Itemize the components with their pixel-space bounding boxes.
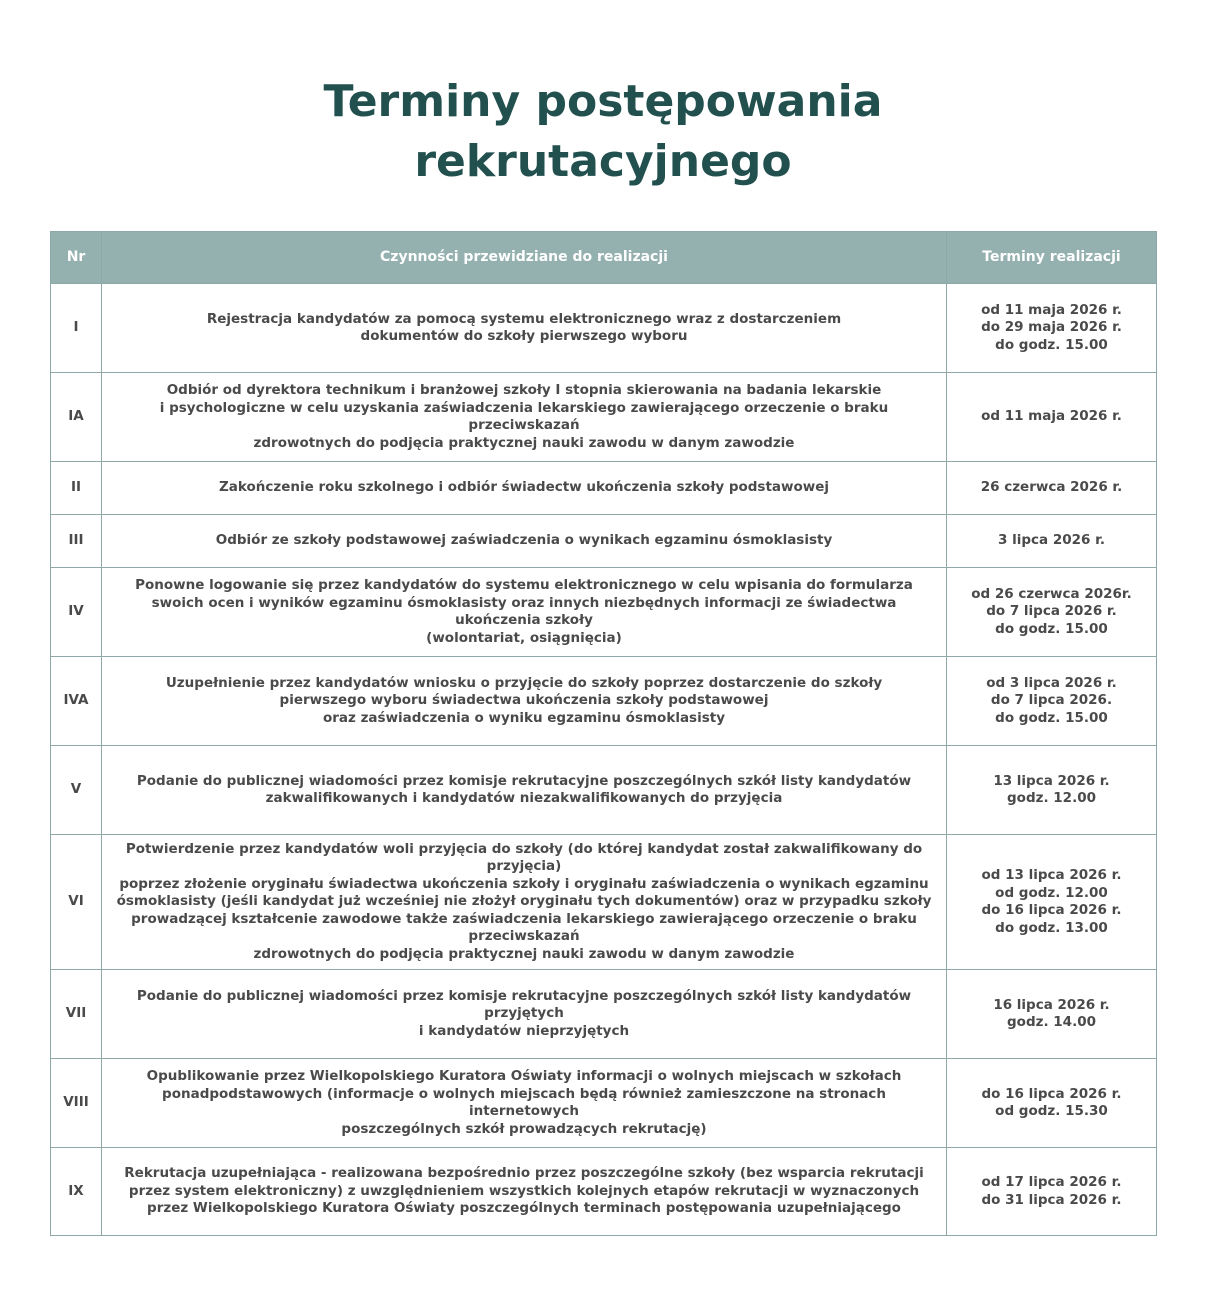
term-line: do 7 lipca 2026 r.: [986, 603, 1117, 620]
term-line: do 16 lipca 2026 r.: [981, 902, 1122, 918]
term-line: do godz. 15.00: [995, 620, 1108, 637]
activity-line: poprzez złożenie oryginału świadectwa ukończenia szkoły i oryginału zaświadczenia o wynikach egzaminu: [119, 875, 929, 892]
term-line: od 26 czerwca 2026r.: [971, 585, 1132, 602]
row-term: [947, 1148, 1157, 1236]
header-nr: Nr: [51, 232, 102, 284]
row-activity: [102, 835, 947, 970]
term-line: 16 lipca 2026 r.: [993, 996, 1110, 1013]
row-term: [947, 835, 1157, 970]
activity-line: zdrowotnych do podjęcia praktycznej nauki zawodu w danym zawodzie: [253, 945, 795, 962]
table-header-row: [51, 232, 1157, 284]
activity-line: Podanie do publicznej wiadomości przez komisje rekrutacyjne poszczególnych szkół listy kandydatów: [136, 772, 912, 789]
table-row: [51, 1059, 1157, 1148]
row-number: V: [51, 746, 102, 835]
page-title-line: Terminy postępowania: [323, 76, 883, 127]
row-term: [947, 657, 1157, 746]
row-term: [947, 568, 1157, 657]
row-number: VIII: [51, 1059, 102, 1148]
table-row: [51, 657, 1157, 746]
row-activity: [102, 970, 947, 1059]
term-line: od 13 lipca 2026 r.: [981, 867, 1122, 883]
term-line: do godz. 15.00: [995, 709, 1108, 726]
table-row: [51, 515, 1157, 568]
row-term: [947, 515, 1157, 568]
term-line: do godz. 13.00: [995, 919, 1108, 936]
row-activity: [102, 515, 947, 568]
activity-line: Uzupełnienie przez kandydatów wniosku o przyjęcie do szkoły poprzez dostarczenie do szkoły: [165, 674, 883, 691]
row-number: III: [51, 515, 102, 568]
row-number: I: [51, 284, 102, 373]
term-line: od 17 lipca 2026 r.: [981, 1174, 1122, 1190]
activity-line: Odbiór od dyrektora technikum i branżowej szkoły I stopnia skierowania na badania lekarskie: [166, 382, 882, 398]
activity-line: Podanie do publicznej wiadomości przez komisje rekrutacyjne poszczególnych szkół listy kandydatów przyjętych: [136, 987, 912, 1022]
row-activity: [102, 1148, 947, 1236]
activity-line: Odbiór ze szkoły podstawowej zaświadczenia o wynikach egzaminu ósmoklasisty: [215, 532, 833, 549]
row-activity: [102, 746, 947, 835]
term-line: do 29 maja 2026 r.: [981, 319, 1122, 336]
table-row: [51, 746, 1157, 835]
activity-line: oraz zaświadczenia o wyniku egzaminu ósmoklasisty: [322, 709, 726, 726]
table-row: [51, 970, 1157, 1059]
activity-line: prowadzącej kształcenie zawodowe także zaświadczenia lekarskiego zawierającego orzeczenie o braku przeciwskazań: [131, 910, 917, 945]
page-title-line: rekrutacyjnego: [414, 136, 792, 187]
row-term: [947, 284, 1157, 373]
activity-line: dokumentów do szkoły pierwszego wyboru: [360, 328, 688, 344]
row-term: [947, 462, 1157, 515]
activity-line: zakwalifikowanych i kandydatów niezakwalifikowanych do przyjęcia: [265, 790, 783, 806]
term-line: od 11 maja 2026 r.: [981, 301, 1122, 318]
term-line: od 3 lipca 2026 r.: [986, 674, 1117, 691]
activity-line: Potwierdzenie przez kandydatów woli przyjęcia do szkoły (do której kandydat został zakwalifikowany do przyjęcia): [125, 840, 923, 875]
activity-line: ósmoklasisty (jeśli kandydat już wcześniej nie złożył oryginału tych dokumentów) oraz w przypadku szkoły: [116, 893, 932, 910]
row-term: [947, 746, 1157, 835]
row-activity: [102, 657, 947, 746]
table-row: [51, 462, 1157, 515]
term-line: do 31 lipca 2026 r.: [981, 1191, 1122, 1208]
schedule-table: [50, 231, 1157, 1236]
row-number: VII: [51, 970, 102, 1059]
term-line: do godz. 15.00: [995, 336, 1108, 353]
activity-line: przez system elektroniczny) z uwzględnieniem wszystkich kolejnych etapów rekrutacji w wyznaczonych: [128, 1182, 920, 1199]
activity-line: pierwszego wyboru świadectwa ukończenia szkoły podstawowej: [279, 692, 769, 709]
term-line: 26 czerwca 2026 r.: [980, 479, 1123, 496]
activity-line: Rejestracja kandydatów za pomocą systemu elektronicznego wraz z dostarczeniem: [206, 310, 842, 327]
term-line: do 16 lipca 2026 r.: [981, 1085, 1122, 1102]
row-term: [947, 1059, 1157, 1148]
header-activity: Czynności przewidziane do realizacji: [102, 232, 947, 284]
activity-line: (wolontariat, osiągnięcia): [426, 629, 622, 646]
activity-line: zdrowotnych do podjęcia praktycznej nauki zawodu w danym zawodzie: [253, 434, 795, 451]
activity-line: ponadpodstawowych (informacje o wolnych miejscach będą również zamieszczone na stronach internetowych: [162, 1085, 886, 1119]
page-title: [0, 72, 1206, 192]
row-term: [947, 373, 1157, 462]
table-row: [51, 835, 1157, 970]
activity-line: Zakończenie roku szkolnego i odbiór świadectw ukończenia szkoły podstawowej: [218, 479, 830, 496]
table-row: [51, 373, 1157, 462]
row-activity: [102, 568, 947, 657]
activity-line: i kandydatów nieprzyjętych: [418, 1022, 630, 1039]
header-terms: Terminy realizacji: [947, 232, 1157, 284]
row-number: IVA: [51, 657, 102, 746]
term-line: godz. 12.00: [1007, 790, 1096, 806]
activity-line: Rekrutacja uzupełniająca - realizowana bezpośrednio przez poszczególne szkoły (bez wsparcia rekrutacji: [124, 1165, 924, 1182]
activity-line: poszczególnych szkół prowadzących rekrutację): [341, 1120, 707, 1137]
term-line: od 11 maja 2026 r.: [981, 408, 1122, 425]
term-line: 3 lipca 2026 r.: [998, 532, 1105, 549]
row-activity: [102, 1059, 947, 1148]
row-number: IA: [51, 373, 102, 462]
row-number: IX: [51, 1148, 102, 1236]
term-line: od godz. 15.30: [995, 1103, 1108, 1119]
term-line: od godz. 12.00: [995, 884, 1108, 901]
term-line: godz. 14.00: [1007, 1014, 1096, 1030]
row-activity: [102, 373, 947, 462]
row-activity: [102, 284, 947, 373]
term-line: 13 lipca 2026 r.: [993, 772, 1110, 789]
row-number: VI: [51, 835, 102, 970]
term-line: do 7 lipca 2026.: [990, 692, 1113, 709]
row-activity: [102, 462, 947, 515]
row-number: II: [51, 462, 102, 515]
row-number: IV: [51, 568, 102, 657]
activity-line: przez Wielkopolskiego Kuratora Oświaty poszczególnych terminach postępowania uzupełniającego: [147, 1200, 901, 1217]
row-term: [947, 970, 1157, 1059]
activity-line: swoich ocen i wyników egzaminu ósmoklasisty oraz innych niezbędnych informacji ze świadectwa ukończenia szkoły: [151, 594, 897, 628]
activity-line: Ponowne logowanie się przez kandydatów do systemu elektronicznego w celu wpisania do formularza: [135, 577, 913, 593]
activity-line: Opublikowanie przez Wielkopolskiego Kuratora Oświaty informacji o wolnych miejscach w szkołach: [146, 1068, 902, 1084]
activity-line: i psychologiczne w celu uzyskania zaświadczenia lekarskiego zawierającego orzeczenie o braku przeciwskazań: [159, 399, 889, 433]
table-row: [51, 284, 1157, 373]
table-row: [51, 1148, 1157, 1236]
table-row: [51, 568, 1157, 657]
